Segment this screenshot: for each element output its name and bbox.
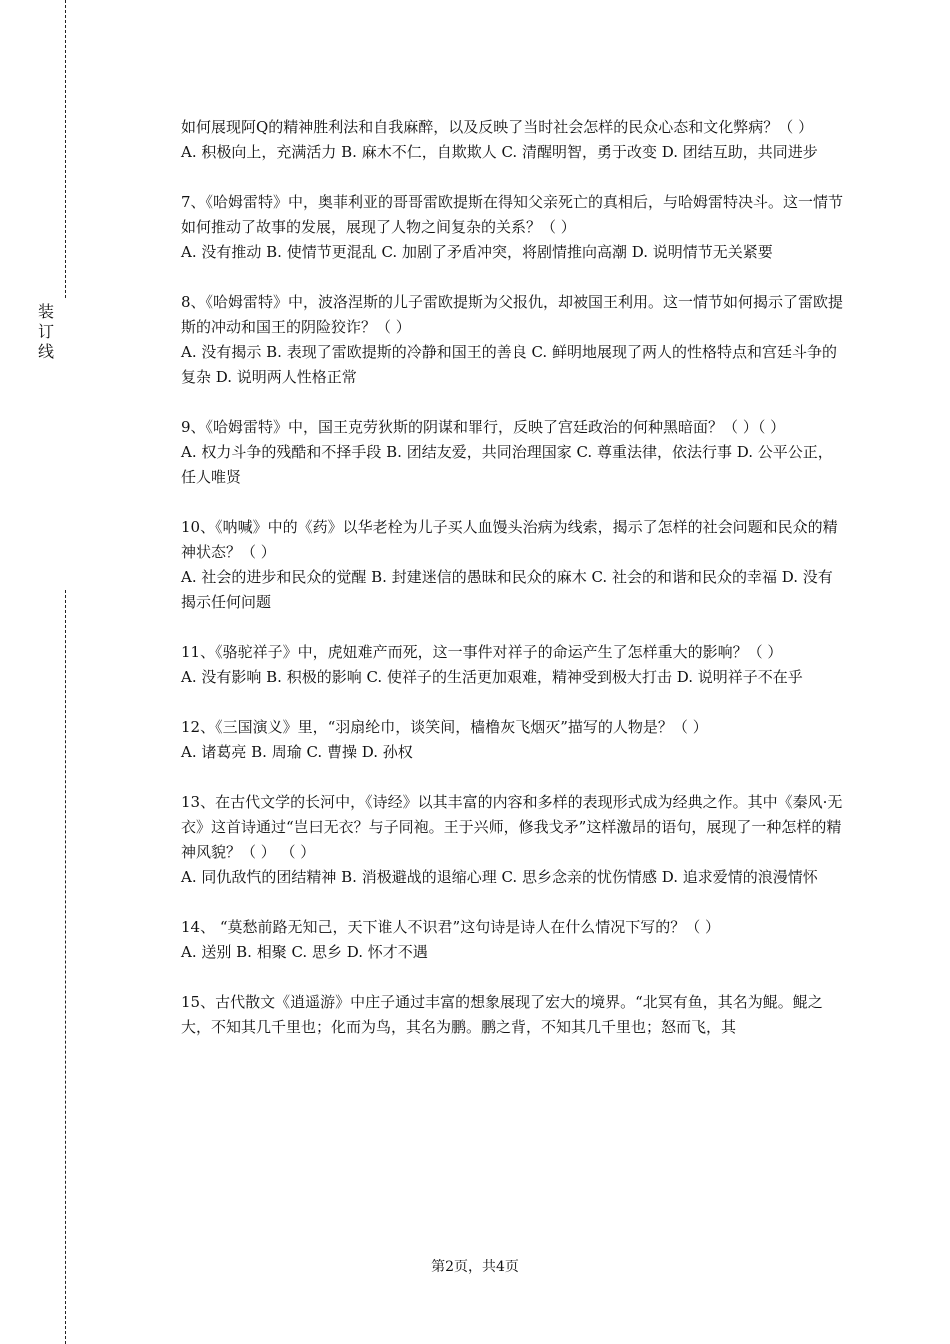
question-item bbox=[181, 515, 846, 615]
question-stem: 14、 “莫愁前路无知己，天下谁人不识君”这句诗是诗人在什么情况下写的？（ ） bbox=[181, 918, 720, 936]
question-stem: 9、《哈姆雷特》中，国王克劳狄斯的阴谋和罪行，反映了宫廷政治的何种黑暗面？（ ）（ ） bbox=[181, 418, 786, 436]
question-stem: 11、《骆驼祥子》中，虎妞难产而死，这一事件对祥子的命运产生了怎样重大的影响？（ ） bbox=[181, 643, 783, 661]
question-options: A. 诸葛亮 B. 周瑜 C. 曹操 D. 孙权 bbox=[181, 743, 413, 761]
question-item bbox=[181, 290, 846, 390]
question-item bbox=[181, 915, 846, 965]
binding-char: 线 bbox=[37, 342, 54, 361]
question-item bbox=[181, 990, 846, 1040]
question-options: A. 同仇敌忾的团结精神 B. 消极避战的退缩心理 C. 思乡念亲的忧伤情感 D. 追求爱情的浪漫情怀 bbox=[181, 868, 818, 886]
question-options: A. 没有影响 B. 积极的影响 C. 使祥子的生活更加艰难，精神受到极大打击 D. 说明祥子不在乎 bbox=[181, 668, 803, 686]
binding-char: 装 bbox=[37, 302, 54, 321]
question-options: A. 没有推动 B. 使情节更混乱 C. 加剧了矛盾冲突，将剧情推向高潮 D. 说明情节无关紧要 bbox=[181, 243, 773, 261]
question-item bbox=[181, 115, 846, 165]
question-stem: 8、《哈姆雷特》中，波洛涅斯的儿子雷欧提斯为父报仇，却被国王利用。这一情节如何揭示了雷欧提斯的冲动和国王的阴险狡诈？（ ） bbox=[181, 293, 844, 336]
question-item bbox=[181, 715, 846, 765]
question-stem: 13、在古代文学的长河中，《诗经》以其丰富的内容和多样的表现形式成为经典之作。其中《秦风·无衣》这首诗通过“岂曰无衣？与子同袍。王于兴师，修我戈矛”这样激昂的语句，展现了一种怎样的精神风貌？（ ） （ ） bbox=[181, 793, 843, 861]
question-item bbox=[181, 415, 846, 490]
question-list bbox=[181, 115, 846, 1065]
question-options: A. 积极向上，充满活力 B. 麻木不仁，自欺欺人 C. 清醒明智，勇于改变 D. 团结互助，共同进步 bbox=[181, 143, 818, 161]
binding-char: 订 bbox=[37, 322, 54, 341]
question-options: A. 送别 B. 相聚 C. 思乡 D. 怀才不遇 bbox=[181, 943, 428, 961]
question-stem: 如何展现阿Q的精神胜利法和自我麻醉，以及反映了当时社会怎样的民众心态和文化弊病？（ ） bbox=[181, 118, 814, 136]
question-item bbox=[181, 640, 846, 690]
binding-dashed-line-top bbox=[65, 0, 66, 298]
binding-dashed-line-bottom bbox=[65, 590, 66, 1344]
binding-label bbox=[36, 302, 56, 362]
question-options: A. 社会的进步和民众的觉醒 B. 封建迷信的愚昧和民众的麻木 C. 社会的和谐和民众的幸福 D. 没有揭示任何问题 bbox=[181, 568, 833, 611]
page-number: 第2页，共4页 bbox=[431, 1259, 519, 1275]
question-stem: 15、古代散文《逍遥游》中庄子通过丰富的想象展现了宏大的境界。“北冥有鱼，其名为鲲。鲲之大，不知其几千里也；化而为鸟，其名为鹏。鹏之背，不知其几千里也；怒而飞，其 bbox=[181, 993, 823, 1036]
question-stem: 12、《三国演义》里，“羽扇纶巾，谈笑间，樯橹灰飞烟灭”描写的人物是？（ ） bbox=[181, 718, 708, 736]
question-item bbox=[181, 190, 846, 265]
question-item bbox=[181, 790, 846, 890]
question-stem: 10、《呐喊》中的《药》以华老栓为儿子买人血馒头治病为线索，揭示了怎样的社会问题和民众的精神状态？（ ） bbox=[181, 518, 838, 561]
question-options: A. 没有揭示 B. 表现了雷欧提斯的冷静和国王的善良 C. 鲜明地展现了两人的性格特点和宫廷斗争的复杂 D. 说明两人性格正常 bbox=[181, 343, 837, 386]
question-stem: 7、《哈姆雷特》中，奥菲利亚的哥哥雷欧提斯在得知父亲死亡的真相后，与哈姆雷特决斗。这一情节如何推动了故事的发展，展现了人物之间复杂的关系？（ ） bbox=[181, 193, 844, 236]
question-options: A. 权力斗争的残酷和不择手段 B. 团结友爱，共同治理国家 C. 尊重法律，依法行事 D. 公平公正，任人唯贤 bbox=[181, 443, 833, 486]
